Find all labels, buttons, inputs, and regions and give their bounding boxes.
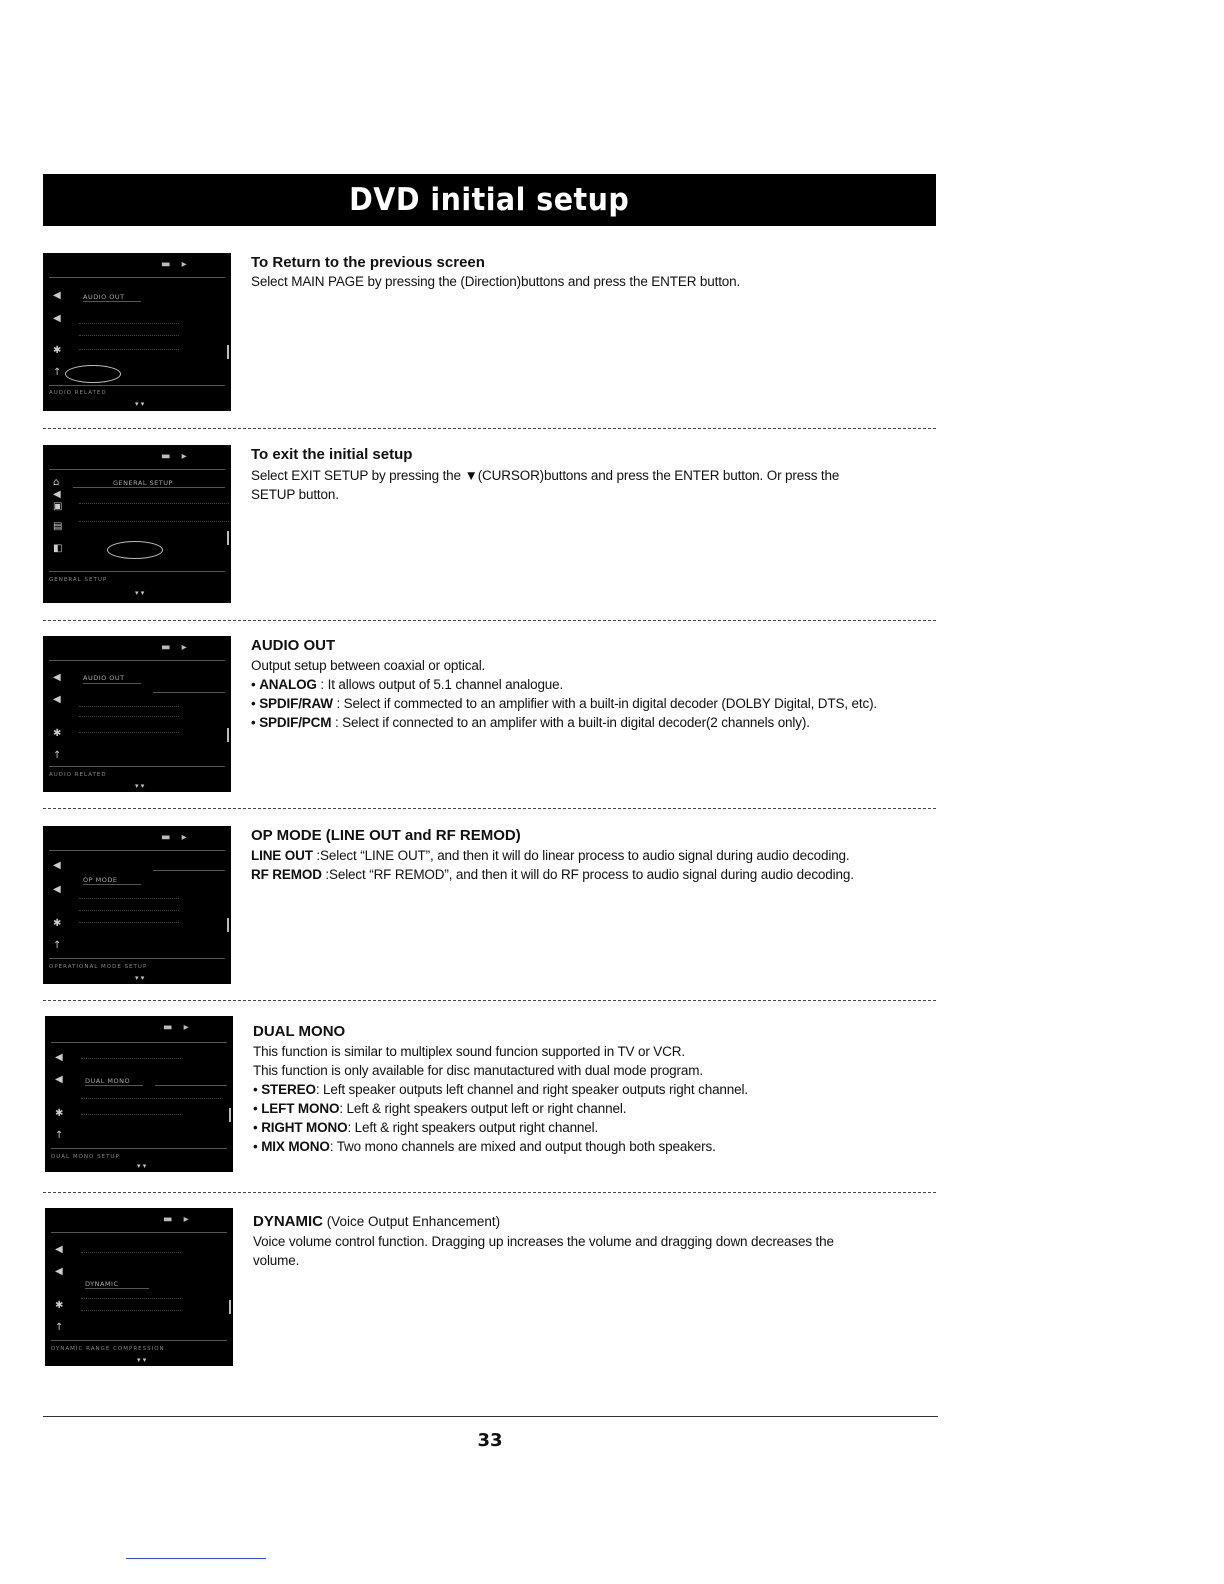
speaker-icon: ◀ — [55, 1266, 63, 1277]
bullet-text: : Select if connected to an amplifer with a built-in digital decoder(2 channels only). — [331, 715, 810, 730]
title-banner — [43, 174, 936, 226]
menu-item-label: AUDIO OUT — [83, 293, 125, 301]
menu-footer: DYNAMIC RANGE COMPRESSION — [51, 1346, 165, 1352]
section-heading: To Return to the previous screen — [251, 254, 485, 271]
screen-icon: ▤ — [53, 521, 63, 532]
bullet-text: : Two mono channels are mixed and output though both speakers. — [329, 1139, 716, 1154]
bullet-term: MIX MONO — [261, 1139, 330, 1154]
section-heading: AUDIO OUT — [251, 637, 336, 654]
arrows-icon: ▾ ▾ — [135, 974, 145, 982]
dashed-divider — [43, 1000, 936, 1001]
up-arrow-icon: ↑ — [53, 940, 62, 951]
exit-setup-highlight — [107, 541, 163, 559]
bullet-right-mono: • RIGHT MONO: Left & right speakers output right channel. — [253, 1120, 599, 1135]
bullet-term: ANALOG — [259, 677, 317, 692]
text-line: volume. — [253, 1253, 300, 1268]
menu-item-label: DYNAMIC — [85, 1280, 119, 1288]
arrows-icon: ▾ ▾ — [135, 782, 145, 790]
speaker-icon: ◀ — [55, 1052, 63, 1063]
menu-item-label: GENERAL SETUP — [113, 479, 173, 487]
speaker-icon: ◀ — [53, 313, 61, 324]
up-arrow-icon: ↑ — [55, 1130, 64, 1141]
text-line: This function is similar to multiplex sound funcion supported in TV or VCR. — [253, 1044, 685, 1059]
term-text: :Select “RF REMOD”, and then it will do RF process to audio signal during audio decoding. — [321, 867, 854, 882]
bullet-term: LEFT MONO — [261, 1101, 340, 1116]
bullet-term: RIGHT MONO — [261, 1120, 348, 1135]
bullet-term: SPDIF/RAW — [259, 696, 333, 711]
heading-subtitle: (Voice Output Enhancement) — [323, 1214, 501, 1229]
menu-footer: DUAL MONO SETUP — [51, 1154, 120, 1160]
menu-screenshot — [43, 636, 231, 792]
bullet-text: : Left & right speakers output right channel. — [347, 1120, 599, 1135]
page-title: DVD initial setup — [349, 182, 630, 218]
menu-footer: OPERATIONAL MODE SETUP — [49, 964, 148, 970]
arrows-icon: ▾ ▾ — [135, 589, 145, 597]
text-line: SETUP button. — [251, 487, 339, 502]
text-line: Select EXIT SETUP by pressing the ▼(CURSOR)buttons and press the ENTER button. Or press the — [251, 468, 840, 483]
menu-screenshot — [45, 1016, 233, 1172]
section-text — [251, 826, 941, 884]
menu-nav-mark: ▬ ▸ — [163, 1022, 193, 1033]
up-arrow-icon: ↑ — [53, 750, 62, 761]
section-text — [251, 636, 941, 732]
dashed-divider — [43, 808, 936, 809]
bullet-text: : Select if commected to an amplifier with a built-in digital decoder (DOLBY Digital, DTS, etc). — [332, 696, 878, 711]
arrows-icon: ▾ ▾ — [137, 1162, 147, 1170]
menu-nav-mark: ▬ ▸ — [161, 451, 191, 462]
menu-footer: GENERAL SETUP — [49, 577, 108, 583]
section-heading: OP MODE (LINE OUT and RF REMOD) — [251, 827, 521, 844]
section-heading: To exit the initial setup — [251, 446, 413, 463]
menu-screenshot — [43, 253, 231, 411]
bullet-spdif-raw: • SPDIF/RAW : Select if commected to an amplifier with a built-in digital decoder (DOLBY Digital, DTS, etc). — [251, 696, 878, 711]
menu-screenshot — [43, 826, 231, 984]
menu-nav-mark: ▬ ▸ — [161, 832, 191, 843]
section-text — [251, 253, 941, 291]
speaker-icon: ◀ — [55, 1074, 63, 1085]
settings-icon: ✱ — [53, 345, 62, 356]
bullet-mix-mono: • MIX MONO: Two mono channels are mixed and output though both speakers. — [253, 1139, 716, 1154]
term-label: LINE OUT — [251, 848, 313, 863]
up-arrow-icon: ↑ — [53, 367, 62, 378]
bullet-term: STEREO — [261, 1082, 316, 1097]
section-heading: DUAL MONO — [253, 1023, 346, 1040]
term-line-out — [251, 846, 941, 865]
section-text — [253, 1208, 943, 1270]
section-text — [251, 445, 941, 504]
arrows-icon: ▾ ▾ — [135, 400, 145, 408]
bullet-stereo: • STEREO: Left speaker outputs left channel and right speaker outputs right channel. — [253, 1082, 748, 1097]
menu-item-label: AUDIO OUT — [83, 674, 125, 682]
menu-item-label: DUAL MONO — [85, 1077, 131, 1085]
section-heading — [253, 1212, 943, 1231]
speaker-icon: ◀ — [53, 884, 61, 895]
menu-nav-mark: ▬ ▸ — [161, 259, 191, 270]
text-line: This function is only available for disc manutactured with dual mode program. — [253, 1063, 703, 1078]
page-number: 33 — [477, 1430, 503, 1451]
up-arrow-icon: ↑ — [55, 1322, 64, 1333]
text-line: Voice volume control function. Dragging up increases the volume and dragging down decreases the — [253, 1234, 834, 1249]
speaker-icon: ◀ — [53, 489, 61, 500]
bullet-spdif-pcm: • SPDIF/PCM : Select if connected to an amplifer with a built-in digital decoder(2 channels only). — [251, 715, 810, 730]
text-line: Select MAIN PAGE by pressing the (Direction)buttons and press the ENTER button. — [251, 274, 741, 289]
video-icon: ▣ — [53, 501, 63, 512]
heading-term: DYNAMIC — [253, 1213, 323, 1230]
speaker-icon: ◀ — [53, 860, 61, 871]
menu-screenshot — [45, 1208, 233, 1366]
term-label: RF REMOD — [251, 867, 322, 882]
settings-icon: ✱ — [53, 728, 62, 739]
settings-icon: ✱ — [55, 1300, 64, 1311]
menu-nav-mark: ▬ ▸ — [161, 642, 191, 653]
menu-item-label: OP MODE — [83, 876, 118, 884]
menu-nav-mark: ▬ ▸ — [163, 1214, 193, 1225]
footer-rule — [43, 1416, 938, 1417]
dashed-divider — [43, 428, 936, 429]
section-text — [253, 1016, 943, 1156]
speaker-icon: ◀ — [53, 290, 61, 301]
bullet-text: : Left speaker outputs left channel and right speaker outputs right channel. — [315, 1082, 748, 1097]
term-rf-remod — [251, 865, 941, 884]
menu-footer: AUDIO RELATED — [49, 390, 107, 396]
setup-icon: ⌂ — [53, 477, 60, 488]
bullet-text: : It allows output of 5.1 channel analogue. — [316, 677, 564, 692]
settings-icon: ✱ — [53, 918, 62, 929]
menu-screenshot — [43, 445, 231, 603]
speaker-icon: ◀ — [53, 672, 61, 683]
text-line: Output setup between coaxial or optical. — [251, 658, 486, 673]
menu-footer: AUDIO RELATED — [49, 772, 107, 778]
term-text: :Select “LINE OUT”, and then it will do linear process to audio signal during audio decoding. — [312, 848, 850, 863]
speaker-icon: ◀ — [55, 1244, 63, 1255]
main-page-highlight — [65, 365, 121, 383]
bullet-text: : Left & right speakers output left or right channel. — [339, 1101, 627, 1116]
arrows-icon: ▾ ▾ — [137, 1356, 147, 1364]
settings-icon: ✱ — [55, 1108, 64, 1119]
bullet-left-mono: • LEFT MONO: Left & right speakers output left or right channel. — [253, 1101, 627, 1116]
bullet-analog: • ANALOG : It allows output of 5.1 channel analogue. — [251, 677, 564, 692]
bottom-rule — [126, 1558, 266, 1559]
dashed-divider — [43, 1192, 936, 1193]
bullet-term: SPDIF/PCM — [259, 715, 332, 730]
exit-icon: ◧ — [53, 543, 63, 554]
dashed-divider — [43, 620, 936, 621]
speaker-icon: ◀ — [53, 694, 61, 705]
